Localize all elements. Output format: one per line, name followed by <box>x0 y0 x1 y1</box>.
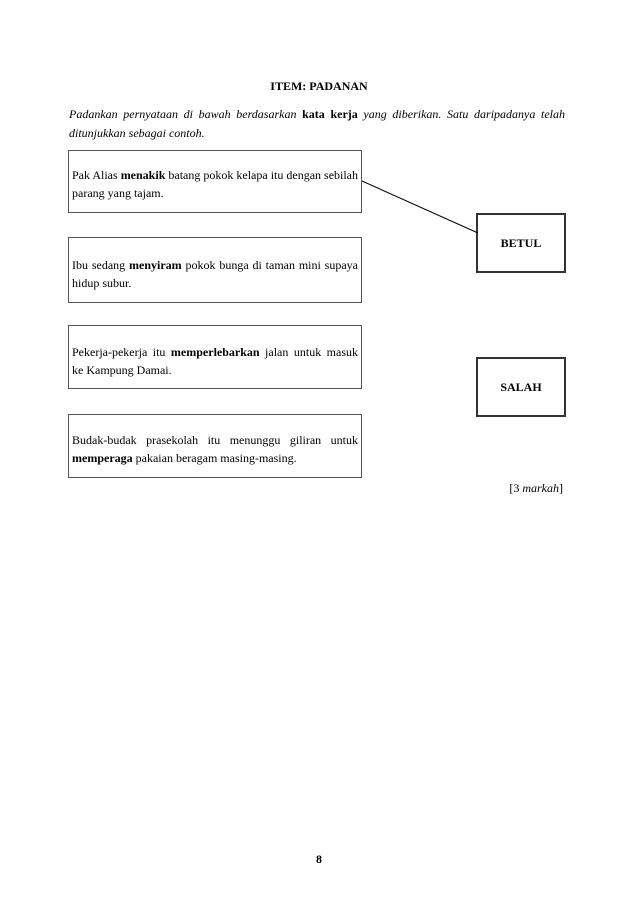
statement-4-after: pakaian beragam masing-masing. <box>132 451 297 465</box>
statement-1-after: batang pokok kelapa itu dengan sebilah parang yang tajam. <box>72 168 359 200</box>
statement-1-verb: menakik <box>120 168 166 182</box>
statement-2-before: Ibu sedang <box>72 258 129 272</box>
page-number: 8 <box>316 852 322 866</box>
statement-3-after: jalan untuk masuk ke Kampung Damai. <box>72 345 358 377</box>
answer-label-betul: BETUL <box>500 236 542 250</box>
statement-3-verb: memperlebarkan <box>170 345 260 359</box>
instruction-part1: Padankan pernyataan di bawah berdasarkan <box>69 107 303 121</box>
marks-open: [3 <box>509 481 523 495</box>
statement-3-before: Pekerja-pekerja itu <box>72 345 171 359</box>
statement-2-after: pokok bunga di taman mini supaya hidup subur. <box>72 258 358 290</box>
connector-line <box>362 181 478 233</box>
page-title: ITEM: PADANAN <box>270 79 368 93</box>
statement-4-verb: memperaga <box>72 451 133 465</box>
marks-word: markah <box>522 481 559 495</box>
statement-1-before: Pak Alias <box>72 168 121 182</box>
statement-2-verb: menyiram <box>129 258 182 272</box>
marks-label <box>509 481 563 496</box>
instruction-part2: yang diberikan. Satu daripadanya telah ditunjukkan sebagai contoh. <box>69 107 566 140</box>
marks-close: ] <box>559 481 563 495</box>
instruction-keyword: kata kerja <box>302 107 358 121</box>
statement-4-before: Budak-budak prasekolah itu menunggu giliran untuk <box>72 433 358 447</box>
answer-label-salah: SALAH <box>500 380 542 394</box>
